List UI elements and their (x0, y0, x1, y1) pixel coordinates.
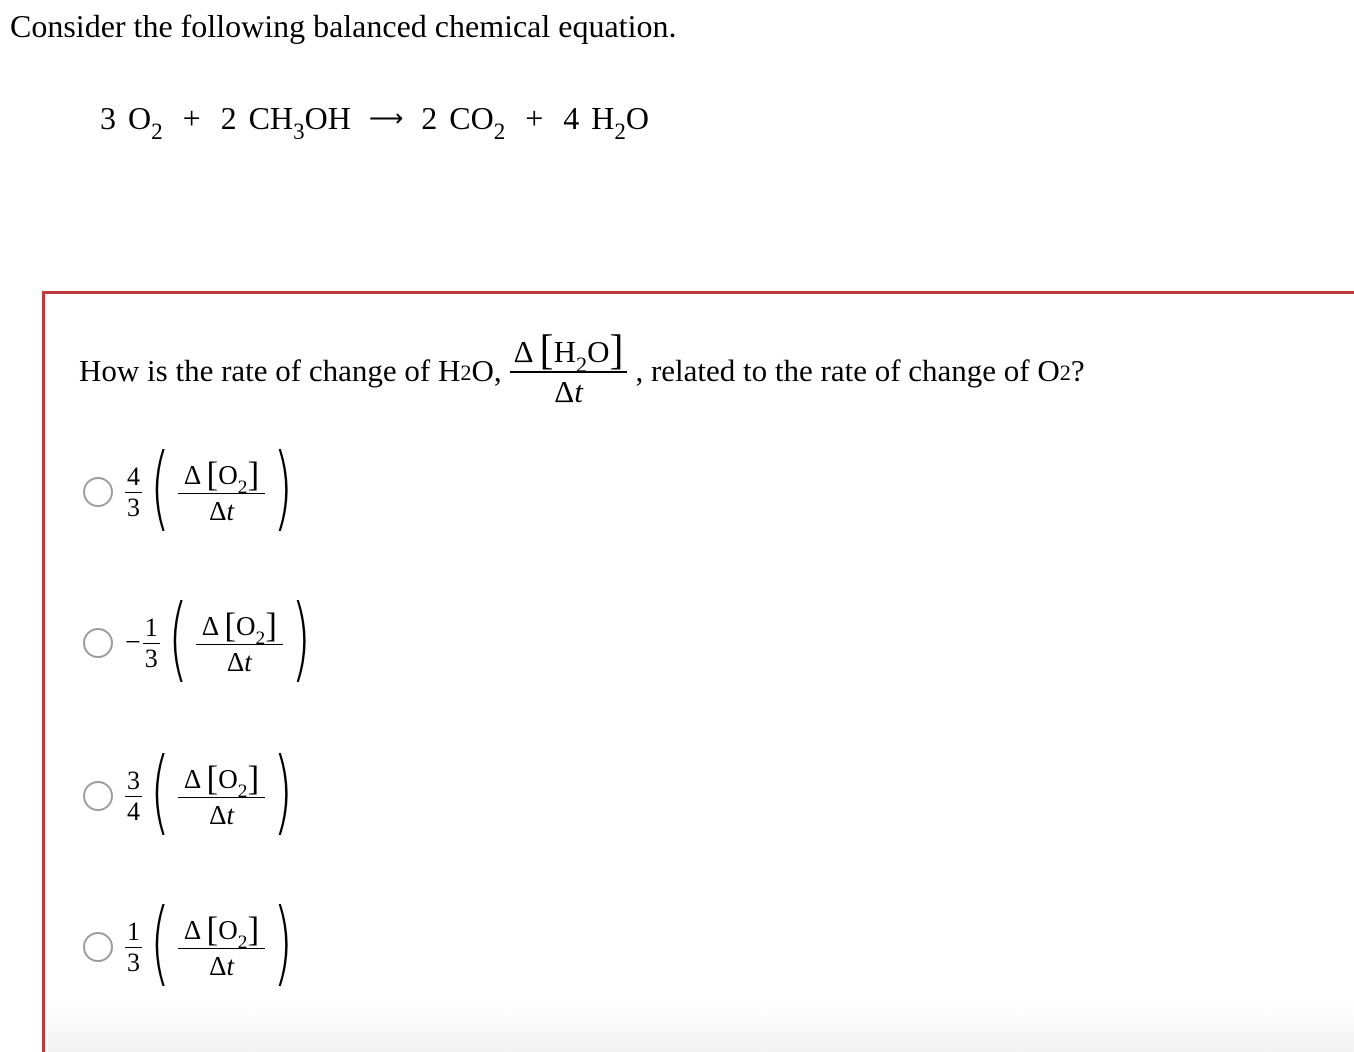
coefficient-fraction: 1 3 (127, 916, 140, 977)
rate-fraction-o2: Δ $[O_2]$ Δt (196, 607, 283, 679)
radio-button[interactable] (83, 781, 113, 811)
left-paren: ( (150, 434, 170, 541)
scroll-fade (48, 1004, 1354, 1052)
right-paren: ) (273, 434, 293, 541)
right-paren: ) (273, 738, 293, 845)
reaction-arrow-icon: ⟶ (368, 104, 404, 132)
left-paren: ( (150, 889, 170, 996)
intro-text: Consider the following balanced chemical equation. (10, 8, 677, 44)
rate-fraction-o2: Δ $[O_2]$ Δt (178, 911, 265, 983)
radio-button[interactable] (83, 477, 113, 507)
option-expression (125, 585, 319, 692)
option-expression (125, 434, 301, 541)
answer-option-4[interactable] (83, 889, 301, 996)
coefficient-fraction: 3 4 (127, 765, 140, 826)
question-text: How is the rate of change of H $_2$ O, $\frac{\Delta [H_2O]}{\Delta t}$ , related to the rate of change of O $_2$ ? (79, 328, 1085, 409)
answer-option-3[interactable] (83, 738, 301, 845)
coefficient-fraction: 4 3 (127, 461, 140, 522)
radio-button[interactable] (83, 932, 113, 962)
left-paren: ( (150, 738, 170, 845)
question-panel (42, 291, 1354, 1052)
chemical-equation: 3 $O_2 + 2$ $CH_3OH$ ⟶ 2 $CO_2 + 4$ $H_2O$ (100, 96, 649, 143)
right-paren: ) (273, 889, 293, 996)
answer-option-1[interactable] (83, 434, 301, 541)
option-expression (125, 738, 301, 845)
minus-sign: − (125, 627, 141, 658)
rate-fraction-h2o: $\frac{\Delta [H_2O]}{\Delta t}$ (510, 332, 628, 409)
coefficient-fraction: $\frac{1}{3}$ (144, 612, 158, 673)
right-paren: ) (291, 585, 311, 692)
radio-button[interactable] (83, 628, 113, 658)
left-paren: ( (167, 585, 188, 692)
answer-option-2[interactable] (83, 585, 319, 692)
option-expression (125, 889, 301, 996)
rate-fraction-o2: Δ $[O_2]$ Δt (178, 760, 265, 832)
rate-fraction-o2: Δ $[O_2]$ Δt (178, 456, 265, 528)
